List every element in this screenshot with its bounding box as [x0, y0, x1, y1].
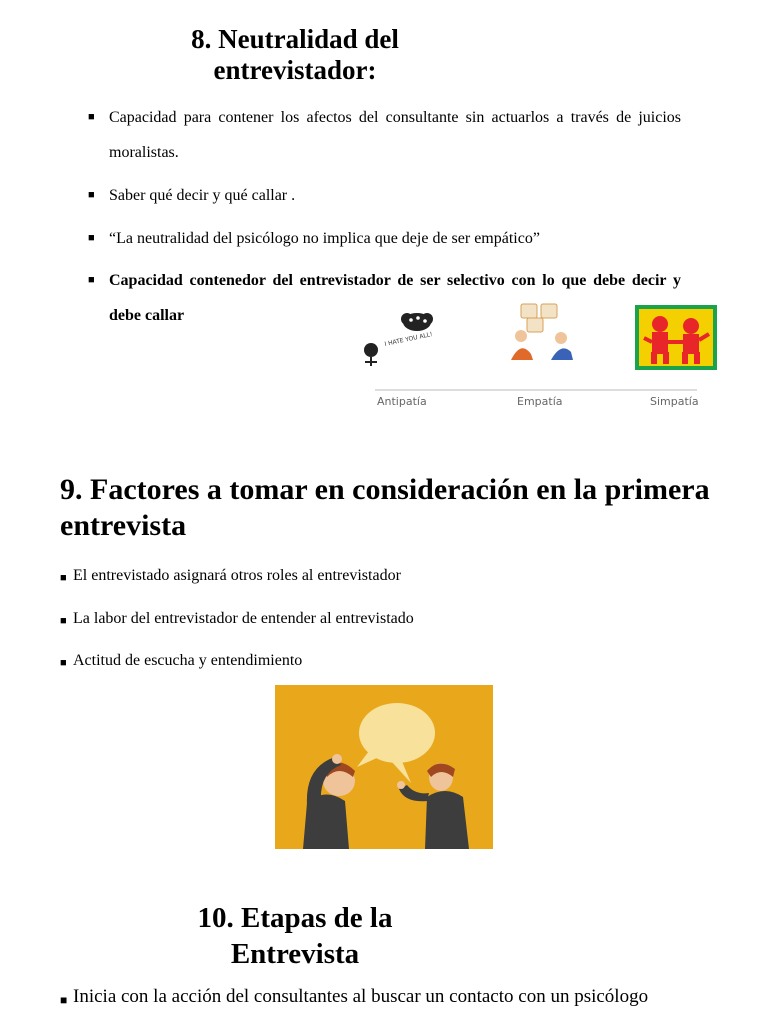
bullet-text: El entrevistado asignará otros roles al entrevistador [73, 567, 401, 584]
bullet-square-icon: ■ [60, 993, 68, 1007]
section-10-title: 10. Etapas de la Entrevista [197, 902, 393, 970]
section-9-title: 9. Factores a tomar en consideración en la primera entrevista [60, 473, 710, 542]
bullet-text: Capacidad para contener los afectos del consultante sin actuarlos a través de juicios moralistas. [109, 109, 681, 161]
scale-label-antipatia: Antipatía [377, 395, 427, 408]
sympathy-figures-icon [635, 305, 717, 370]
hate-bubble-text: I HATE YOU ALL! [383, 330, 434, 348]
bullet-square-icon: ■ [60, 572, 67, 584]
speech-bubble-icon [357, 703, 435, 783]
conversation-illustration [275, 685, 493, 849]
bullet-text: Saber qué decir y qué callar . [109, 187, 296, 204]
empathy-figures-icon [511, 304, 573, 360]
scale-label-empatia: Empatía [517, 395, 563, 408]
bullet-square-icon: ■ [60, 657, 67, 669]
bullet-text: “La neutralidad del psicólogo no implica que deje de ser empático” [109, 230, 540, 247]
empathy-scale-illustration [355, 302, 725, 414]
confused-person-icon [303, 754, 355, 849]
bullet-square-icon: ■ [88, 111, 95, 123]
scale-label-simpatia: Simpatía [650, 395, 699, 408]
bullet-square-icon: ■ [88, 274, 95, 286]
bullet-square-icon: ■ [60, 615, 67, 627]
angry-figure-icon [364, 343, 378, 366]
bullet-text: Actitud de escucha y entendimiento [73, 652, 303, 669]
storm-cloud-icon [401, 313, 433, 331]
bullet-square-icon: ■ [88, 232, 95, 244]
bullet-text: Inicia con la acción del consultantes al buscar un contacto con un psicólogo [73, 986, 649, 1007]
bullet-text: Capacidad contenedor del entrevistador de ser selectivo con lo que debe decir y debe callar [109, 272, 681, 324]
conversation-graphic [275, 685, 493, 849]
bullet-square-icon: ■ [88, 189, 95, 201]
bullet-text: La labor del entrevistador de entender al entrevistado [73, 610, 414, 627]
section-8-title: 8. Neutralidad del entrevistador: [191, 24, 399, 85]
